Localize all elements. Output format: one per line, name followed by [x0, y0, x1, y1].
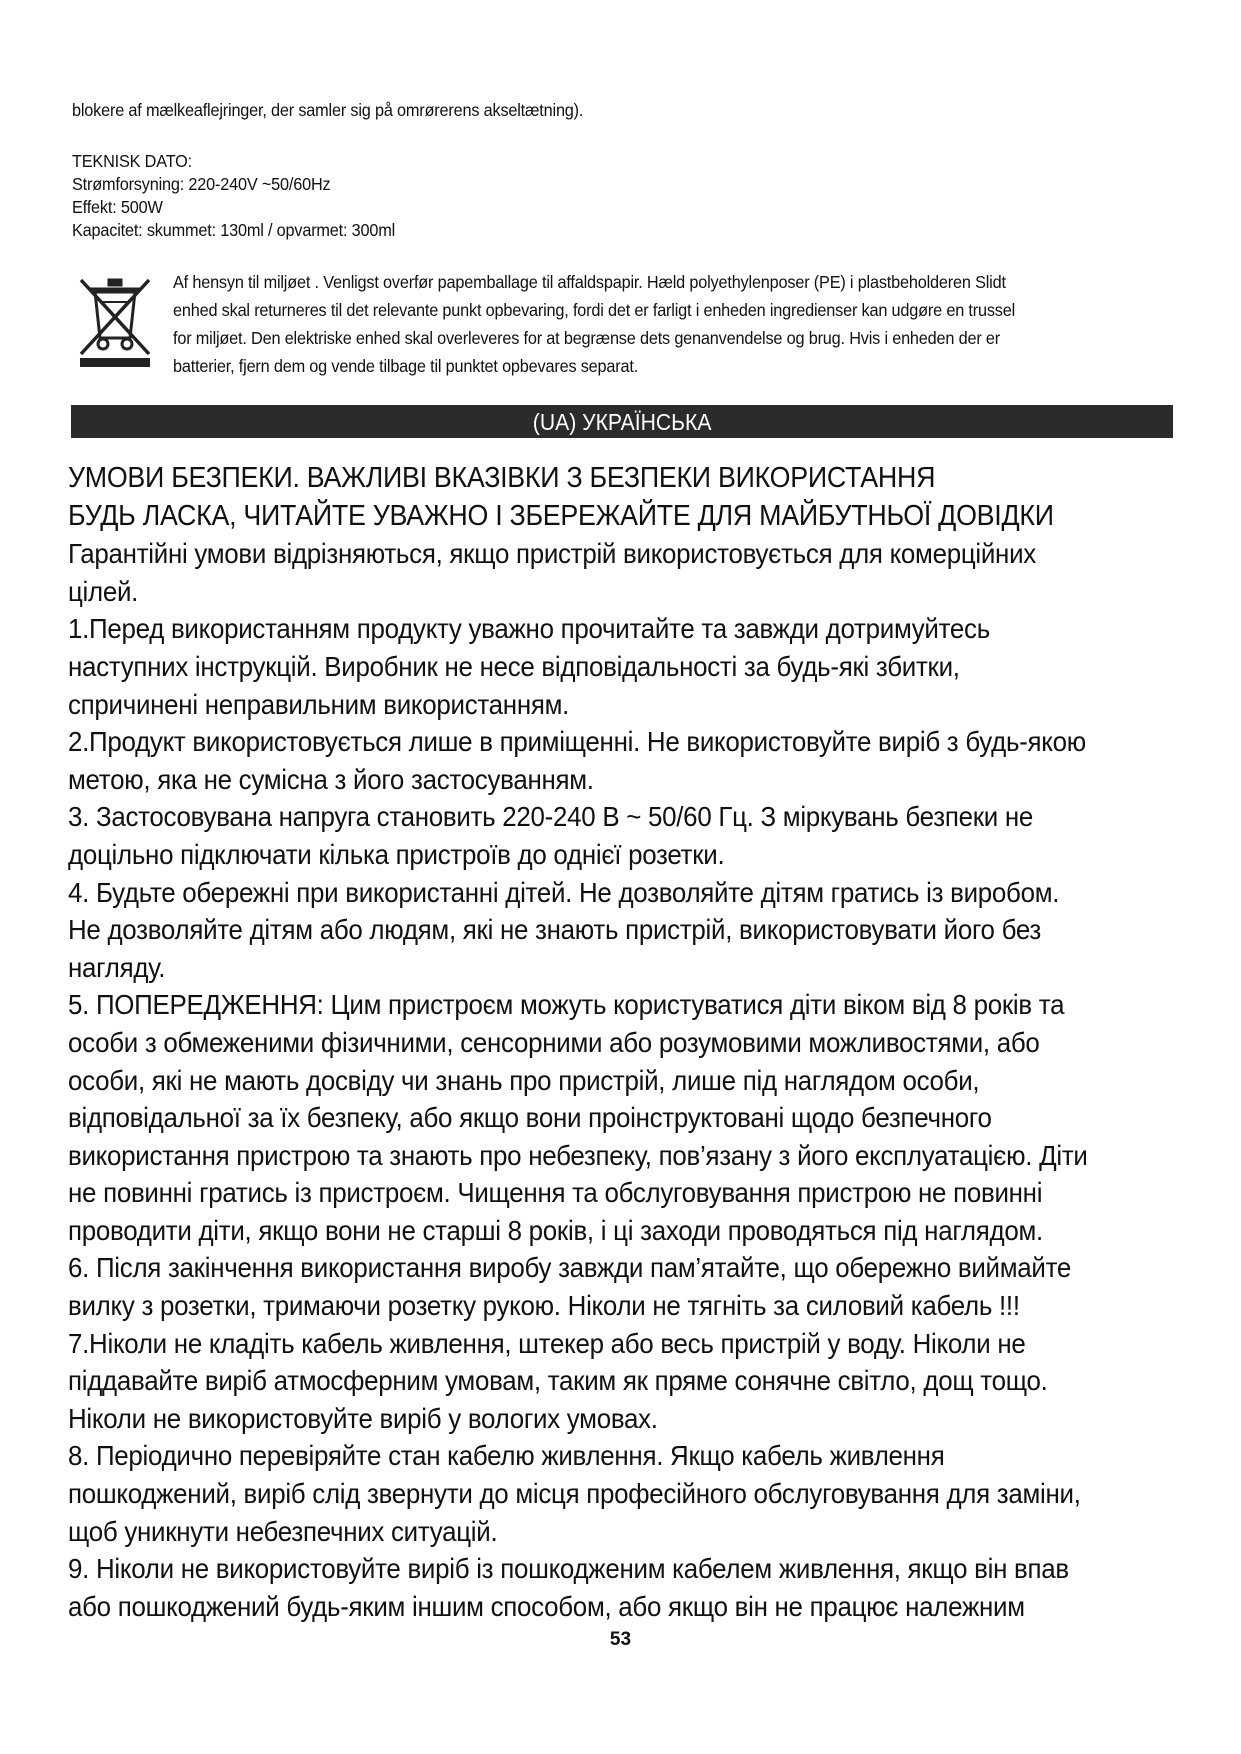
ua-line: використання пристрою та знають про небезпеку, пов’язану з його експлуатацією. Діти	[68, 1139, 1088, 1171]
ua-line: Гарантійні умови відрізняються, якщо пристрій використовується для комерційних	[68, 538, 1036, 570]
ua-line: особи з обмеженими фізичними, сенсорними або розумовими можливостями, або	[68, 1026, 1040, 1058]
env-line: enhed skal returneres til det relevante punkt opbevaring, fordi det er farligt i enheden ingredienser kan udgøre en trussel	[173, 300, 1016, 320]
intro-text: blokere af mælkeaflejringer, der samler sig på omrørerens akseltætning).	[72, 100, 584, 120]
ua-line: 2.Продукт використовується лише в приміщенні. Не використовуйте виріб з будь-якою	[68, 726, 1086, 758]
page-number: 53	[609, 1629, 632, 1650]
ua-line: 5. ПОПЕРЕДЖЕННЯ: Цим пристроєм можуть користуватися діти віком від 8 років та	[68, 989, 1065, 1021]
ua-heading: БУДЬ ЛАСКА, ЧИТАЙТЕ УВАЖНО І ЗБЕРЕЖАЙТЕ ДЛЯ МАЙБУТНЬОЇ ДОВІДКИ	[68, 499, 1054, 532]
ua-line: нагляду.	[68, 951, 166, 983]
tech-power: Effekt: 500W	[72, 197, 163, 217]
ua-line: проводити діти, якщо вони не старші 8 років, і ці заходи проводяться під наглядом.	[68, 1214, 1043, 1246]
ua-line: спричинені неправильним використанням.	[68, 688, 570, 720]
tech-capacity: Kapacitet: skummet: 130ml / opvarmet: 300ml	[72, 220, 396, 240]
ua-line: Ніколи не використовуйте виріб у вологих умовах.	[68, 1402, 658, 1434]
ua-line: цілей.	[68, 575, 139, 607]
language-section-title: (UA) УКРАЇНСЬКА	[532, 409, 712, 435]
ua-line: піддавайте виріб атмосферним умовам, таким як пряме сонячне світло, дощ тощо.	[68, 1365, 1048, 1397]
env-line: Af hensyn til miljøet . Venligst overfør papemballage til affaldspapir. Hæld polyethylenposer (PE) i plastbeholderen Slidt	[173, 272, 1006, 292]
ua-heading: УМОВИ БЕЗПЕКИ. ВАЖЛИВІ ВКАЗІВКИ З БЕЗПЕКИ ВИКОРИСТАННЯ	[68, 462, 936, 494]
ua-line: пошкоджений, виріб слід звернути до місця професійного обслуговування для заміни,	[68, 1478, 1081, 1510]
ua-line: наступних інструкцій. Виробник не несе відповідальності за будь-які збитки,	[68, 650, 960, 682]
ua-safety-section	[68, 460, 1241, 1625]
tech-power-supply: Strømforsyning: 220-240V ~50/60Hz	[72, 174, 331, 194]
language-section-bar	[71, 405, 1173, 438]
ua-line: 9. Ніколи не використовуйте виріб із пошкодженим кабелем живлення, якщо він впав	[68, 1553, 1069, 1585]
weee-crossed-bin-icon	[75, 274, 155, 370]
environment-notice	[173, 268, 1140, 380]
env-line: batterier, fjern dem og vende tilbage til punktet opbevares separat.	[173, 356, 639, 376]
ua-line: 8. Періодично перевіряйте стан кабелю живлення. Якщо кабель живлення	[68, 1440, 945, 1472]
ua-line: 3. Застосовувана напруга становить 220-240 В ~ 50/60 Гц. З міркувань безпеки не	[68, 801, 1034, 833]
ua-line: або пошкоджений будь-яким іншим способом, або якщо він не працює належним	[68, 1590, 1025, 1622]
ua-line: 4. Будьте обережні при використанні дітей. Не дозволяйте дітям гратись із виробом.	[68, 876, 1060, 908]
ua-line: доцільно підключати кілька пристроїв до однієї розетки.	[68, 838, 725, 870]
ua-line: метою, яка не сумісна з його застосуванням.	[68, 763, 594, 795]
ua-line: 6. Після закінчення використання виробу завжди пам’ятайте, що обережно виймайте	[68, 1252, 1071, 1284]
ua-line: особи, які не мають досвіду чи знань про пристрій, лише під наглядом особи,	[68, 1064, 980, 1096]
technical-data	[72, 150, 1095, 242]
env-line: for miljøet. Den elektriske enhed skal overleveres for at begrænse dets genanvendelse og brug. Hvis i enheden der er	[173, 328, 1001, 348]
ua-line: вилку з розетки, тримаючи розетку рукою. Ніколи не тягніть за силовий кабель !!!	[68, 1290, 1020, 1322]
ua-line: відповідальної за їх безпеку, або якщо вони проінструктовані щодо безпечного	[68, 1102, 992, 1134]
ua-line: 7.Ніколи не кладіть кабель живлення, штекер або весь пристрій у воду. Ніколи не	[68, 1327, 1026, 1359]
ua-line: Не дозволяйте дітям або людям, які не знають пристрій, використовувати його без	[68, 914, 1042, 946]
ua-line: не повинні гратись із пристроєм. Чищення та обслуговування пристрою не повинні	[68, 1177, 1043, 1209]
ua-line: 1.Перед використанням продукту уважно прочитайте та завжди дотримуйтесь	[68, 613, 990, 645]
tech-heading: TEKNISK DATO:	[72, 151, 192, 171]
ua-line: щоб уникнути небезпечних ситуацій.	[68, 1515, 498, 1547]
